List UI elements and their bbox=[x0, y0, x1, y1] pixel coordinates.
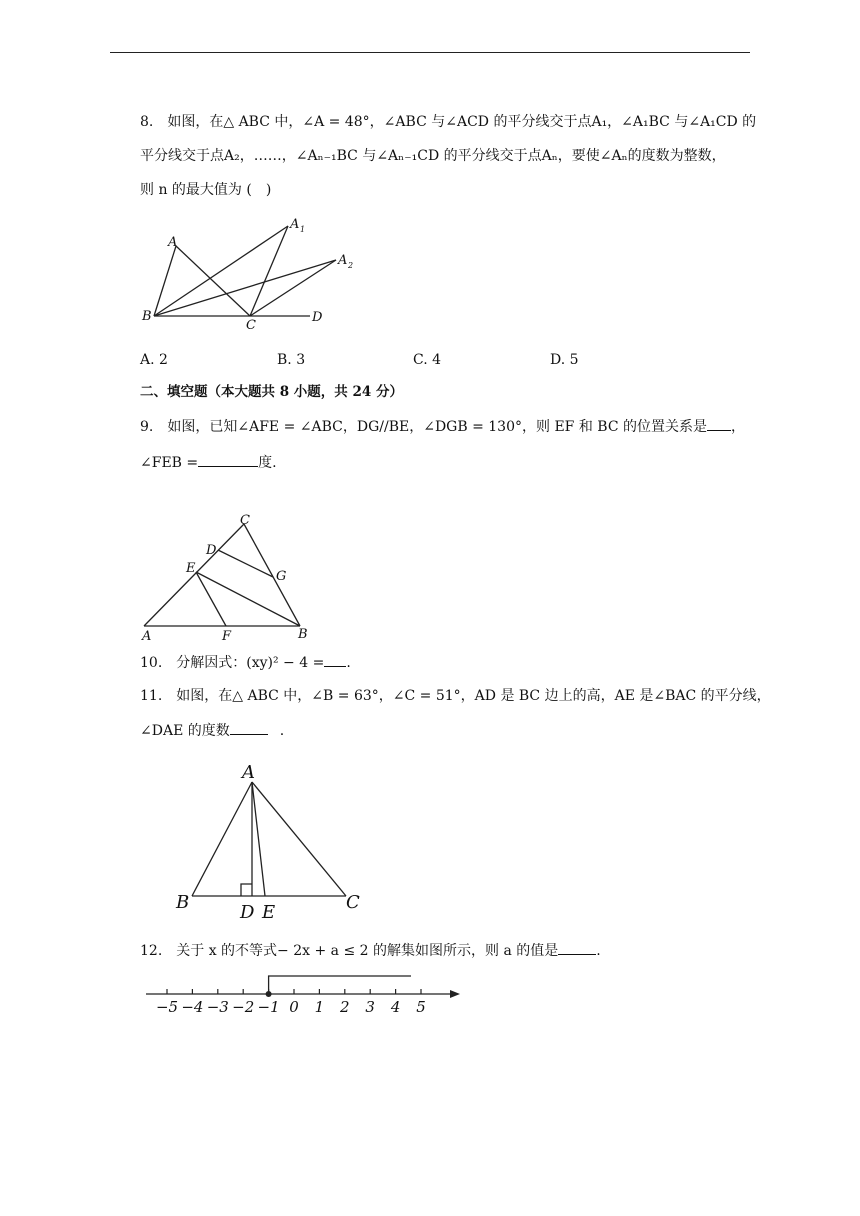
q9-blank-2 bbox=[198, 452, 258, 467]
number-line-tick-label: −3 bbox=[206, 998, 229, 1016]
q8-option-d: D. 5 bbox=[550, 352, 579, 368]
number-line-tick-label: −2 bbox=[232, 998, 255, 1016]
q9-label-F: F bbox=[222, 629, 232, 644]
q10-blank bbox=[324, 652, 346, 667]
q8-label-A2-sub: 2 bbox=[348, 261, 354, 270]
number-line-tick-label: −4 bbox=[181, 998, 204, 1016]
q12-blank bbox=[558, 940, 596, 955]
q11-blank bbox=[230, 720, 268, 735]
q8-label-A: A bbox=[168, 235, 178, 250]
q9-label-C: C bbox=[240, 513, 250, 528]
q9-blank-1 bbox=[707, 416, 731, 431]
q12-line: 12. 关于 x 的不等式− 2x + a ≤ 2 的解集如图所示，则 a 的值是 . bbox=[140, 940, 601, 961]
q9-line1: 9. 如图，已知∠AFE = ∠ABC，DG//BE，∠DGB = 130°，则 EF 和 BC 的位置关系是 ， bbox=[140, 416, 745, 437]
number-line-tick-label: 1 bbox=[314, 998, 325, 1016]
number-line-tick-label: 0 bbox=[289, 998, 299, 1016]
solution-endpoint-dot bbox=[266, 991, 272, 997]
number-line-tick-label: −1 bbox=[257, 998, 280, 1016]
q8-figure bbox=[140, 210, 370, 333]
q9-label-E: E bbox=[186, 561, 196, 576]
q12-number-line bbox=[140, 966, 470, 1022]
q11-label-E: E bbox=[262, 902, 276, 923]
q8-option-c: C. 4 bbox=[413, 352, 442, 368]
number-line-tick-label: 3 bbox=[365, 998, 375, 1016]
number-line-tick-label: 5 bbox=[416, 998, 426, 1016]
number-line-tick-label: 4 bbox=[390, 998, 401, 1016]
q8-label-A2: A bbox=[338, 253, 348, 268]
number-line-tick-label: 2 bbox=[340, 998, 350, 1016]
q8-label-D: D bbox=[312, 310, 323, 325]
q11-label-A: A bbox=[242, 762, 255, 783]
q11-label-B: B bbox=[176, 892, 190, 913]
q8-option-b: B. 3 bbox=[277, 352, 306, 368]
q9-label-A: A bbox=[142, 629, 152, 644]
q8-line2: 平分线交于点A₂，……，∠Aₙ₋₁BC 与∠Aₙ₋₁CD 的平分线交于点Aₙ，要使∠Aₙ的度数为整数， bbox=[140, 148, 726, 164]
q10-line: 10. 分解因式：(xy)² − 4 = . bbox=[140, 652, 351, 673]
q11-line2: ∠DAE 的度数 . bbox=[140, 720, 284, 741]
header-rule bbox=[110, 52, 750, 53]
q8-label-B: B bbox=[142, 309, 152, 324]
q8-line1: 8. 如图，在△ ABC 中，∠A = 48°，∠ABC 与∠ACD 的平分线交于点A₁，∠A₁BC 与∠A₁CD 的 bbox=[140, 114, 757, 130]
section-2-heading: 二、填空题（本大题共 8 小题，共 24 分） bbox=[140, 384, 404, 400]
q8-label-A1-sub: 1 bbox=[300, 225, 306, 234]
q9-line2: ∠FEB = 度. bbox=[140, 452, 277, 473]
q9-label-B: B bbox=[298, 627, 308, 642]
q11-label-D: D bbox=[240, 902, 255, 923]
q8-line3: 则 n 的最大值为 ( ) bbox=[140, 182, 272, 198]
q11-line1: 11. 如图，在△ ABC 中，∠B = 63°，∠C = 51°，AD 是 BC 边上的高，AE 是∠BAC 的平分线， bbox=[140, 688, 771, 704]
q11-figure bbox=[170, 756, 370, 922]
number-line-tick-label: −5 bbox=[155, 998, 179, 1016]
q9-label-D: D bbox=[206, 543, 217, 558]
q8-option-a: A. 2 bbox=[140, 352, 168, 368]
q9-figure bbox=[140, 510, 320, 644]
q11-label-C: C bbox=[346, 892, 360, 913]
q8-label-A1: A bbox=[290, 217, 300, 232]
q8-label-C: C bbox=[246, 318, 256, 333]
q9-label-G: G bbox=[276, 569, 287, 584]
